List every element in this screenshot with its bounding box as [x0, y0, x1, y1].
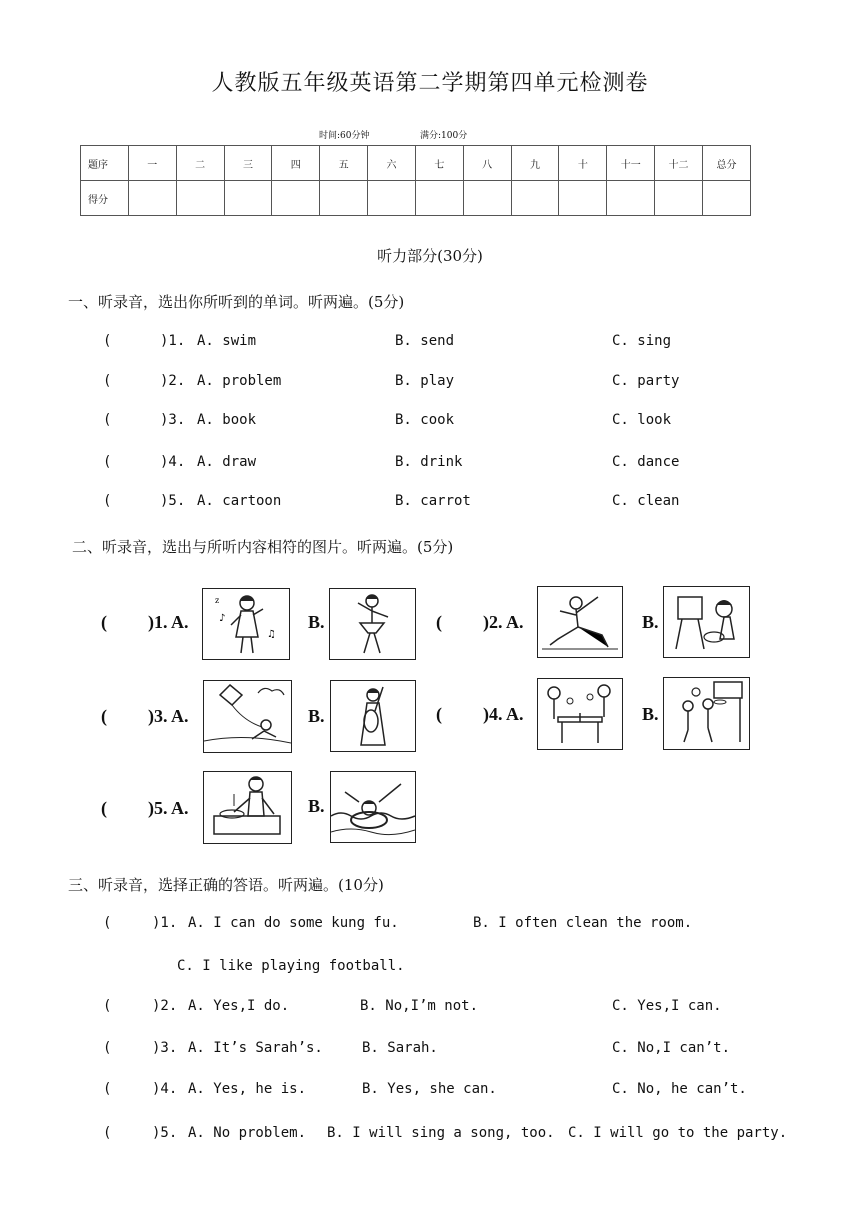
option-b: B. cook: [395, 412, 455, 428]
option-c: C. Yes,I can.: [612, 998, 722, 1014]
option-c: C. No,I can’t.: [612, 1040, 731, 1056]
cooking-picture[interactable]: [203, 771, 292, 844]
option-a: A. I can do some kung fu.: [188, 915, 399, 931]
score-table-header-row: [81, 146, 751, 181]
score-header-cell: 四: [272, 146, 320, 181]
answer-paren[interactable]: (: [103, 1081, 112, 1097]
score-table: [80, 145, 751, 216]
option-c: C. dance: [612, 454, 680, 470]
score-header-cell: 三: [224, 146, 272, 181]
singing-girl-picture[interactable]: [202, 588, 290, 660]
option-c: C. clean: [612, 493, 680, 509]
option-c: C. look: [612, 412, 672, 428]
option-a: A. problem: [197, 373, 282, 389]
option-b: B. I often clean the room.: [473, 915, 693, 931]
option-b: B. carrot: [395, 493, 471, 509]
option-c: C. No, he can’t.: [612, 1081, 747, 1097]
answer-paren[interactable]: (: [103, 915, 112, 931]
question-number: )3.: [160, 412, 186, 428]
svg-text:♫: ♫: [267, 629, 276, 640]
option-b: B. Yes, she can.: [362, 1081, 497, 1097]
full-score: 满分:100分: [420, 131, 468, 141]
question-number: )1.: [152, 915, 178, 931]
answer-paren[interactable]: (: [101, 612, 107, 632]
swimming-picture[interactable]: [330, 771, 416, 843]
score-cell[interactable]: [272, 181, 320, 216]
option-a: A. swim: [197, 333, 257, 349]
option-c: C. party: [612, 373, 680, 389]
score-row-label: 得分: [81, 181, 129, 216]
score-cell[interactable]: [320, 181, 368, 216]
option-b: B. No,I’m not.: [360, 998, 479, 1014]
score-header-cell: 八: [463, 146, 511, 181]
question-number: )3. A.: [148, 706, 189, 726]
question-number: )4.: [160, 454, 186, 470]
option-a: A. Yes, he is.: [188, 1081, 307, 1097]
section1-heading: 一、听录音，选出你所听到的单词。听两遍。(5分): [68, 293, 405, 311]
score-cell[interactable]: [128, 181, 176, 216]
score-cell[interactable]: [463, 181, 511, 216]
question-number: )1.: [160, 333, 186, 349]
option-b-label: B.: [308, 706, 325, 726]
question-number: )3.: [152, 1040, 178, 1056]
question-number: )2. A.: [483, 612, 524, 632]
score-cell[interactable]: [224, 181, 272, 216]
score-cell[interactable]: [176, 181, 224, 216]
score-table-score-row: [81, 181, 751, 216]
score-cell[interactable]: [702, 181, 750, 216]
option-b-label: B.: [308, 796, 325, 816]
option-b: B. play: [395, 373, 455, 389]
section3-heading: 三、听录音，选择正确的答语。听两遍。(10分): [68, 876, 384, 894]
option-c: C. sing: [612, 333, 672, 349]
answer-paren[interactable]: (: [436, 704, 442, 724]
answer-paren[interactable]: (: [103, 493, 112, 509]
answer-paren[interactable]: (: [103, 998, 112, 1014]
score-cell[interactable]: [368, 181, 416, 216]
playing-pipa-picture[interactable]: [330, 680, 416, 752]
answer-paren[interactable]: (: [103, 454, 112, 470]
listening-heading: 听力部分(30分): [377, 247, 483, 265]
time-limit: 时间:60分钟: [319, 131, 370, 141]
score-header-cell: 总分: [702, 146, 750, 181]
answer-paren[interactable]: (: [103, 373, 112, 389]
score-header-cell: 六: [368, 146, 416, 181]
score-header-cell: 题序: [81, 146, 129, 181]
option-b: B. I will sing a song, too.: [327, 1125, 555, 1141]
answer-paren[interactable]: (: [101, 706, 107, 726]
kung-fu-picture[interactable]: [537, 586, 623, 658]
answer-paren[interactable]: (: [101, 798, 107, 818]
option-a: A. draw: [197, 454, 257, 470]
basketball-picture[interactable]: [663, 677, 750, 750]
option-b-label: B.: [308, 612, 325, 632]
question-number: )5.: [152, 1125, 178, 1141]
option-a: A. Yes,I do.: [188, 998, 290, 1014]
question-number: )4.: [152, 1081, 178, 1097]
score-cell[interactable]: [607, 181, 655, 216]
svg-text:z: z: [215, 596, 220, 605]
score-header-cell: 五: [320, 146, 368, 181]
score-cell[interactable]: [559, 181, 607, 216]
ping-pong-picture[interactable]: [537, 678, 623, 750]
question-number: )5. A.: [148, 798, 189, 818]
score-cell[interactable]: [511, 181, 559, 216]
answer-paren[interactable]: (: [103, 333, 112, 349]
option-a: A. book: [197, 412, 257, 428]
svg-text:♪: ♪: [219, 613, 226, 624]
kite-flying-picture[interactable]: [203, 680, 292, 753]
drawing-picture[interactable]: [663, 586, 750, 658]
option-c: C. I like playing football.: [177, 958, 405, 974]
option-a: A. No problem.: [188, 1125, 307, 1141]
option-b-label: B.: [642, 704, 659, 724]
score-header-cell: 九: [511, 146, 559, 181]
score-header-cell: 十二: [655, 146, 703, 181]
option-a: A. It’s Sarah’s.: [188, 1040, 323, 1056]
score-header-cell: 十一: [607, 146, 655, 181]
question-number: )5.: [160, 493, 186, 509]
option-b: B. send: [395, 333, 455, 349]
score-header-cell: 十: [559, 146, 607, 181]
option-a: A. cartoon: [197, 493, 282, 509]
score-header-cell: 二: [176, 146, 224, 181]
option-b-label: B.: [642, 612, 659, 632]
question-number: )2.: [160, 373, 186, 389]
answer-paren[interactable]: (: [103, 412, 112, 428]
page-title: 人教版五年级英语第二学期第四单元检测卷: [211, 71, 649, 96]
option-c: C. I will go to the party.: [568, 1125, 788, 1141]
answer-paren[interactable]: (: [103, 1040, 112, 1056]
option-b: B. drink: [395, 454, 463, 470]
question-number: )2.: [152, 998, 178, 1014]
answer-paren[interactable]: (: [436, 612, 442, 632]
answer-paren[interactable]: (: [103, 1125, 112, 1141]
dancing-girl-picture[interactable]: [329, 588, 416, 660]
score-cell[interactable]: [415, 181, 463, 216]
score-cell[interactable]: [655, 181, 703, 216]
question-number: )1. A.: [148, 612, 189, 632]
score-header-cell: 一: [128, 146, 176, 181]
score-header-cell: 七: [415, 146, 463, 181]
question-number: )4. A.: [483, 704, 524, 724]
option-b: B. Sarah.: [362, 1040, 438, 1056]
section2-heading: 二、听录音，选出与所听内容相符的图片。听两遍。(5分): [72, 538, 454, 556]
